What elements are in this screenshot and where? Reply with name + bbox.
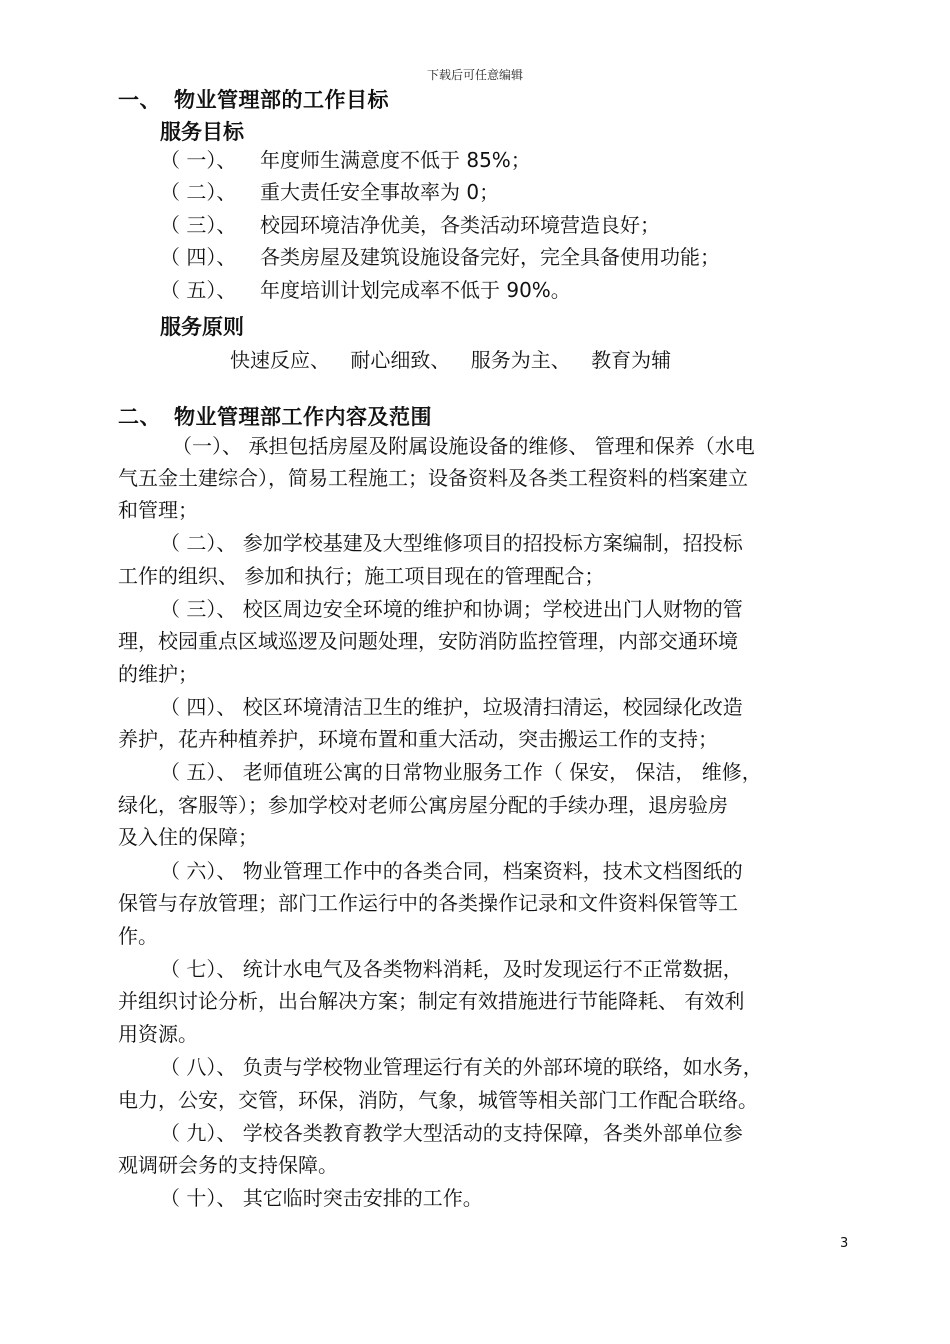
content-line: 养护，花卉种植养护，环境布置和重大活动，突击搬运工作的支持； bbox=[118, 727, 718, 751]
section2-title: 物业管理部工作内容及范围 bbox=[174, 405, 432, 429]
goal-item-number: （ 四）、 bbox=[160, 245, 237, 269]
content-line: 并组织讨论分析，出台解决方案；制定有效措施进行节能降耗、 有效利 bbox=[118, 989, 745, 1013]
content-line: 观调研会务的支持保障。 bbox=[118, 1153, 338, 1177]
goal-item bbox=[160, 274, 571, 306]
content-line: 理，校园重点区域巡逻及问题处理，安防消防监控管理，内部交通环境 bbox=[118, 629, 738, 653]
goal-item-number: （ 三）、 bbox=[160, 213, 237, 237]
content-line: （ 七）、 统计水电气及各类物料消耗，及时发现运行不正常数据， bbox=[160, 957, 743, 981]
goal-item-text: 校园环境洁净优美，各类活动环境营造良好； bbox=[260, 213, 660, 237]
section2-heading bbox=[118, 401, 432, 431]
content-line: （ 九）、 学校各类教育教学大型活动的支持保障，各类外部单位参 bbox=[160, 1121, 743, 1145]
content-line: （ 三）、 校区周边安全环境的维护和协调；学校进出门人财物的管 bbox=[160, 597, 743, 621]
content-line: 和管理； bbox=[118, 498, 198, 522]
content-line: （一）、 承担包括房屋及附属设施设备的维修、 管理和保养（水电 bbox=[172, 434, 755, 458]
section1-number: 一、 bbox=[118, 88, 161, 112]
goal-item-text: 各类房屋及建筑设施设备完好，完全具备使用功能； bbox=[260, 245, 720, 269]
goal-item-text: 年度培训计划完成率不低于 90%。 bbox=[260, 278, 571, 302]
content-line: （ 四）、 校区环境清洁卫生的维护，垃圾清扫清运，校园绿化改造 bbox=[160, 695, 743, 719]
content-line: （ 十）、 其它临时突击安排的工作。 bbox=[160, 1186, 483, 1210]
content-line: 及入住的保障； bbox=[118, 825, 258, 849]
goal-item bbox=[160, 176, 499, 208]
service-goals-heading: 服务目标 bbox=[160, 120, 244, 144]
content-line: 气五金土建综合），简易工程施工；设备资料及各类工程资料的档案建立 bbox=[118, 466, 748, 490]
content-line: 保管与存放管理；部门工作运行中的各类操作记录和文件资料保管等工 bbox=[118, 891, 738, 915]
page-number: 3 bbox=[840, 1236, 849, 1251]
content-line: （ 六）、 物业管理工作中的各类合同，档案资料，技术文档图纸的 bbox=[160, 859, 743, 883]
service-principles-text: 快速反应、 耐心细致、 服务为主、 教育为辅 bbox=[230, 348, 672, 372]
content-line: 用资源。 bbox=[118, 1022, 198, 1046]
goal-item-text: 重大责任安全事故率为 0； bbox=[260, 180, 500, 204]
content-line: 电力，公安，交管，环保，消防，气象，城管等相关部门工作配合联络。 bbox=[118, 1088, 758, 1112]
section2-number: 二、 bbox=[118, 405, 161, 429]
content-line: 的维护； bbox=[118, 662, 198, 686]
content-line: （ 二）、 参加学校基建及大型维修项目的招投标方案编制，招投标 bbox=[160, 531, 743, 555]
service-principles-heading: 服务原则 bbox=[160, 315, 244, 339]
goal-item-text: 年度师生满意度不低于 85%； bbox=[260, 148, 531, 172]
section1-title: 物业管理部的工作目标 bbox=[174, 88, 389, 112]
goal-item bbox=[160, 209, 660, 241]
goal-item-number: （ 二）、 bbox=[160, 180, 237, 204]
content-line: （ 八）、 负责与学校物业管理运行有关的外部环境的联络，如水务， bbox=[160, 1055, 763, 1079]
goal-item bbox=[160, 241, 720, 273]
content-line: 工作的组织、 参加和执行；施工项目现在的管理配合； bbox=[118, 564, 605, 588]
content-line: 作。 bbox=[118, 924, 158, 948]
content-line: 绿化，客服等）；参加学校对老师公寓房屋分配的手续办理，退房验房 bbox=[118, 793, 728, 817]
download-note: 下载后可任意编辑 bbox=[426, 68, 523, 82]
goal-item bbox=[160, 144, 531, 176]
goal-item-number: （ 五）、 bbox=[160, 278, 237, 302]
section1-heading bbox=[118, 84, 389, 114]
goal-item-number: （ 一）、 bbox=[160, 148, 237, 172]
content-line: （ 五）、 老师值班公寓的日常物业服务工作（ 保安， 保洁， 维修， bbox=[160, 760, 762, 784]
